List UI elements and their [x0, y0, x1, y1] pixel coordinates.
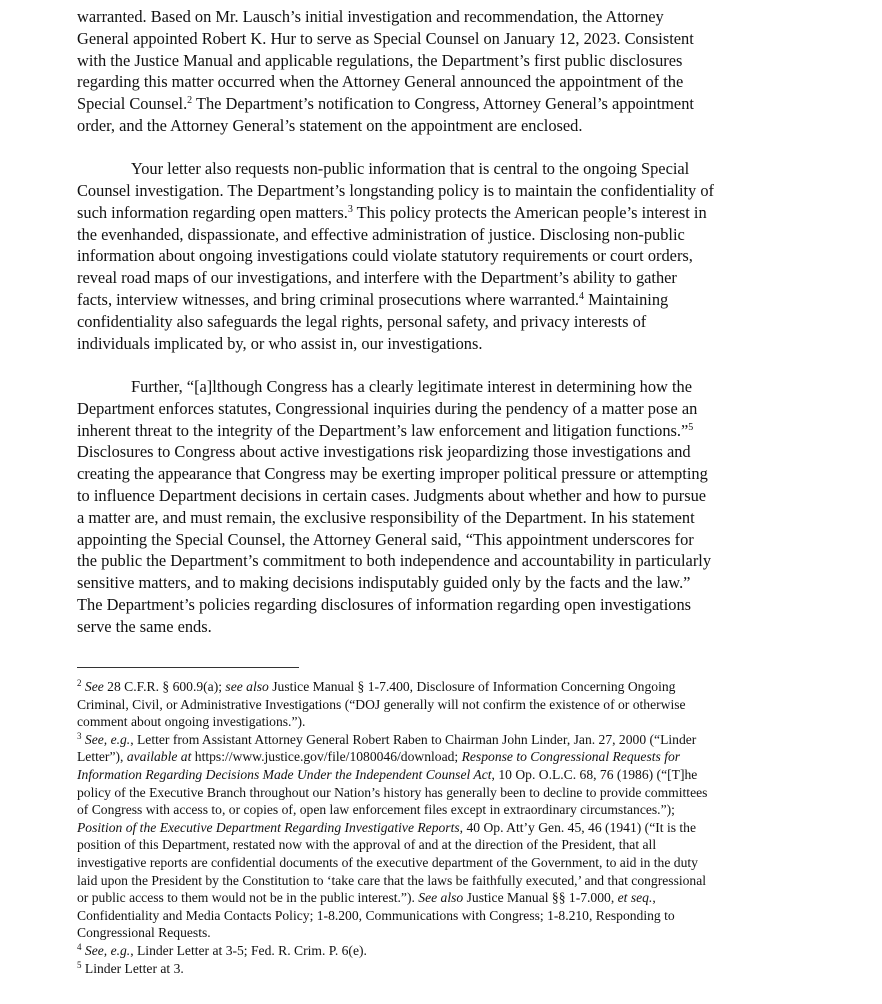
- text-line: policy of the Executive Branch throughout our Nation’s history has generally been to decline to provide committees: [77, 784, 708, 800]
- footnote-ref-4: 4: [579, 291, 585, 303]
- text-segment: , 40 Op. Att’y Gen. 45, 46 (1941) (“It is the: [459, 819, 697, 835]
- footnote-number: 5: [77, 959, 82, 970]
- text-line: [77, 420, 807, 442]
- text-line: [77, 678, 822, 696]
- signal-italic: See: [84, 679, 104, 694]
- paragraph-1: [77, 6, 807, 137]
- footnote-5: [77, 960, 822, 978]
- text-line: confidentiality also safeguards the legal rights, personal safety, and privacy interests of: [77, 311, 647, 331]
- text-segment: Linder Letter at 3.: [81, 960, 184, 976]
- text-line: appointing the Special Counsel, the Attorney General said, “This appointment underscores for: [77, 529, 694, 549]
- text-segment: ,: [652, 890, 656, 906]
- text-line: [77, 93, 807, 115]
- text-line: the evenhanded, dispassionate, and effective administration of justice. Disclosing non-public: [77, 224, 685, 244]
- footnote-number: 3: [77, 730, 82, 741]
- text-line: investigative reports are confidential documents of the executive department of the Government, to aid in the duty: [77, 854, 698, 870]
- footnotes: [77, 678, 822, 977]
- footnote-number: 4: [77, 941, 82, 952]
- text-line: The Department’s policies regarding disclosures of information regarding open investigations: [77, 594, 692, 614]
- text-line: Department enforces statutes, Congressional inquiries during the pendency of a matter pose an: [77, 398, 698, 418]
- text-segment: Your letter also requests non-public information that is central to the ongoing Special: [131, 159, 690, 179]
- text-segment: such information regarding open matters.: [77, 202, 348, 222]
- text-segment: , Letter from Assistant Attorney General Robert Raben to Chairman John Linder, Jan. 27, 2000 (“Linder: [130, 731, 697, 747]
- text-line: [77, 376, 807, 398]
- text-segment: inherent threat to the integrity of the Department’s law enforcement and litigation functions.”: [77, 420, 689, 440]
- text-line: [77, 942, 822, 960]
- title-italic: Response to Congressional Requests for: [461, 749, 681, 765]
- text-line: Counsel investigation. The Department’s longstanding policy is to maintain the confidentiality of: [77, 181, 715, 201]
- footnote-number: 2: [77, 678, 82, 688]
- text-segment: The Department’s notification to Congress, Attorney General’s appointment: [192, 94, 694, 114]
- text-line: position of this Department, restated now with the approval of and at the direction of the President, that all: [77, 837, 657, 853]
- text-segment: Special Counsel.: [77, 94, 188, 114]
- text-line: sensitive matters, and to making decisions indisputably guided only by the facts and the law.”: [77, 573, 691, 593]
- text-segment: Justice Manual §§ 1-7.000,: [463, 890, 618, 906]
- title-italic: Information Regarding Decisions Made Under the Independent Counsel Act: [77, 766, 492, 782]
- footnote-ref-5: 5: [688, 421, 694, 433]
- text-segment: facts, interview witnesses, and bring criminal prosecutions where warranted.: [77, 290, 580, 310]
- text-line: individuals implicated by, or who assist in, our investigations.: [77, 333, 483, 353]
- text-line: [77, 819, 822, 837]
- footnote-2: [77, 678, 822, 731]
- text-line: Confidentiality and Media Contacts Policy; 1-8.200, Communications with Congress; 1-8.210, Responding to: [77, 907, 675, 923]
- text-line: Disclosures to Congress about active investigations risk jeopardizing those investigations and: [77, 442, 691, 462]
- text-line: [77, 766, 822, 784]
- text-line: order, and the Attorney General’s statement on the appointment are enclosed.: [77, 115, 583, 135]
- text-line: information about ongoing investigations could violate statutory requirements or court orders,: [77, 246, 693, 266]
- text-segment: This policy protects the American people’s interest in: [352, 202, 707, 222]
- text-segment: Justice Manual § 1-7.400, Disclosure of Information Concerning Ongoing: [268, 679, 676, 694]
- text-line: [77, 289, 807, 311]
- footnote-ref-2: 2: [187, 95, 193, 107]
- letter-body: [77, 6, 807, 638]
- text-line: General appointed Robert K. Hur to serve as Special Counsel on January 12, 2023. Consistent: [77, 28, 694, 48]
- signal-italic: et seq.: [617, 890, 653, 906]
- text-line: to influence Department decisions in certain cases. Judgments about whether and how to pursue: [77, 485, 707, 505]
- footnote-divider: [77, 667, 299, 668]
- text-line: warranted. Based on Mr. Lausch’s initial investigation and recommendation, the Attorney: [77, 7, 664, 26]
- url-text: https://www.justice.gov/file/1080046/download;: [191, 749, 462, 765]
- text-line: regarding this matter occurred when the Attorney General announced the appointment of the: [77, 72, 684, 92]
- text-line: with the Justice Manual and applicable regulations, the Department’s first public disclosures: [77, 50, 683, 70]
- text-line: comment about ongoing investigations.”).: [77, 714, 306, 730]
- text-line: [77, 158, 807, 180]
- text-segment: , 10 Op. O.L.C. 68, 76 (1986) (“[T]he: [491, 766, 698, 782]
- footnote-ref-3: 3: [347, 203, 353, 215]
- signal-italic: See, e.g.: [84, 731, 131, 747]
- text-line: a matter are, and must remain, the exclusive responsibility of the Department. In his statement: [77, 507, 695, 527]
- signal-italic: See also: [418, 890, 464, 906]
- text-segment: or public access to them would not be in the public interest.”).: [77, 890, 419, 906]
- signal-italic: See, e.g.: [84, 942, 131, 958]
- text-line: the public the Department’s commitment to both independence and accountability in particularly: [77, 551, 712, 571]
- title-italic: Position of the Executive Department Regarding Investigative Reports: [77, 819, 460, 835]
- text-line: [77, 202, 807, 224]
- signal-italic: available at: [126, 749, 192, 765]
- text-line: [77, 748, 822, 766]
- text-line: reveal road maps of our investigations, and interfere with the Department’s ability to gather: [77, 268, 677, 288]
- text-line: [77, 889, 822, 907]
- text-line: Criminal, Civil, or Administrative Investigations (“DOJ generally will not confirm the existence of or otherwise: [77, 696, 686, 712]
- text-line: [77, 960, 822, 978]
- text-line: Congressional Requests.: [77, 925, 211, 941]
- footnote-3: [77, 731, 822, 942]
- text-segment: 28 C.F.R. § 600.9(a);: [103, 679, 226, 694]
- text-segment: Maintaining: [584, 290, 669, 310]
- text-line: of Congress with access to, or copies of, open law enforcement files except in extraordinary circumstances.”);: [77, 802, 675, 818]
- text-line: [77, 731, 822, 749]
- text-line: creating the appearance that Congress may be exerting improper political pressure or attempting: [77, 464, 708, 484]
- text-line: serve the same ends.: [77, 616, 212, 636]
- text-line: laid upon the President by the Constitution to ‘take care that the laws be faithfully executed,’ and that congressional: [77, 872, 707, 888]
- footnote-4: [77, 942, 822, 960]
- text-segment: , Linder Letter at 3-5; Fed. R. Crim. P. 6(e).: [130, 942, 367, 958]
- paragraph-2: [77, 158, 807, 354]
- text-segment: Further, “[a]lthough Congress has a clearly legitimate interest in determining how the: [131, 376, 693, 396]
- signal-italic: see also: [225, 679, 269, 694]
- paragraph-3: [77, 376, 807, 638]
- text-segment: Letter”),: [77, 749, 127, 765]
